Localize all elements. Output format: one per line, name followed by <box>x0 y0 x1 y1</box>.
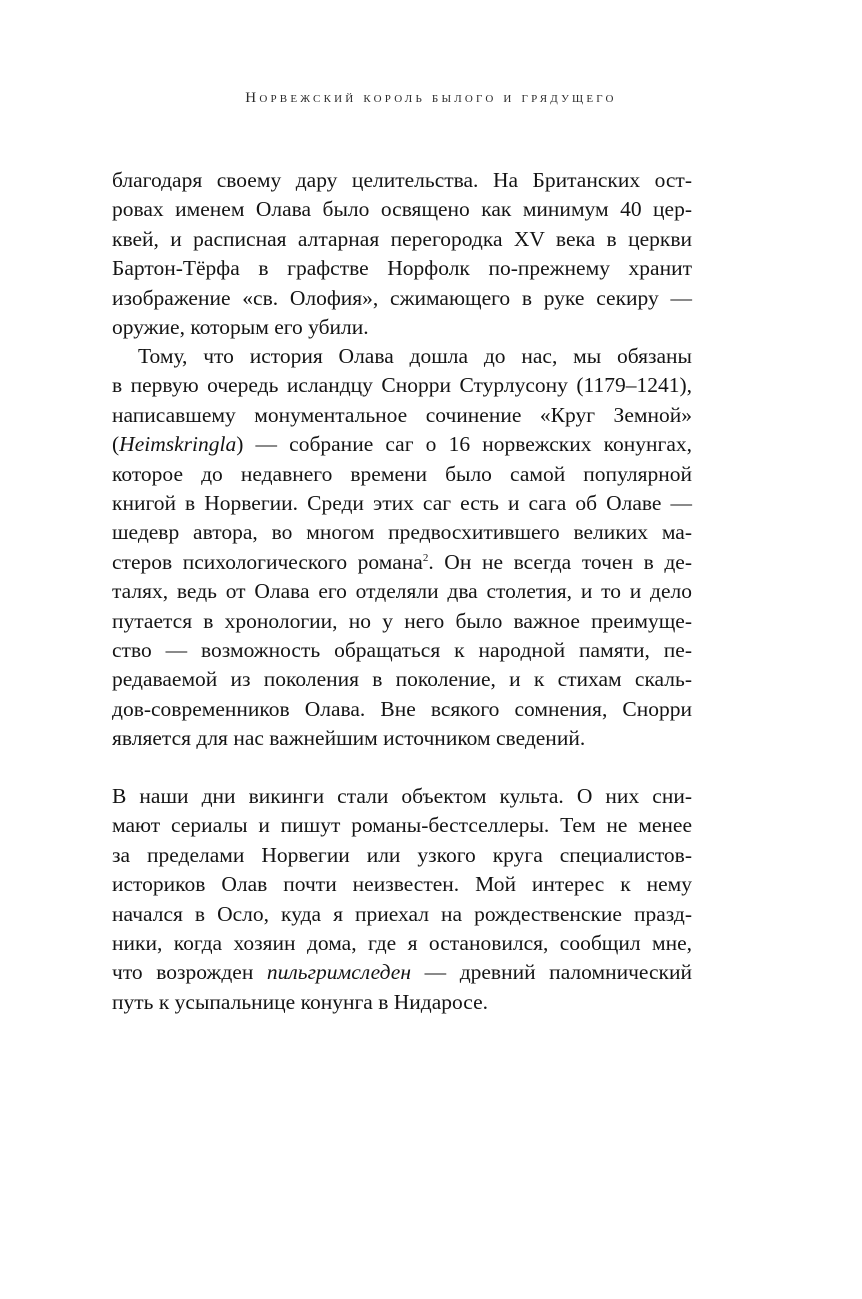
text-segment: стеров психологического романа <box>112 549 423 574</box>
italic-term: пильгримследен <box>266 960 411 985</box>
paragraph-3 <box>112 782 692 1017</box>
text-line: книгой в Норвегии. Среди этих саг есть и сага об Олаве — <box>112 490 692 515</box>
paragraph-2 <box>112 342 692 753</box>
text-line: которое до недавнего времени было самой популярной <box>112 461 692 486</box>
text-segment: ) — собрание саг о 16 норвежских конунгах, <box>236 432 692 457</box>
text-line: изображение «св. Олофия», сжимающего в руке секиру — <box>112 285 692 310</box>
text-line: Бартон-Тёрфа в графстве Норфолк по-прежнему хранит <box>112 256 692 281</box>
text-line: шедевр автора, во многом предвосхитившего великих ма- <box>112 520 692 545</box>
text-segment: . Он не всегда точен в де- <box>428 549 692 574</box>
text-line-with-italic <box>112 958 692 987</box>
text-line: В наши дни викинги стали объектом культа. О них сни- <box>112 784 692 808</box>
text-line: начался в Осло, куда я приехал на рождественские празд- <box>112 901 692 926</box>
text-line: оружие, которым его убили. <box>112 314 369 339</box>
text-line: путь к усыпальнице конунга в Нидаросе. <box>112 989 488 1014</box>
text-line: квей, и расписная алтарная перегородка XV века в церкви <box>112 226 692 251</box>
text-line-with-italic <box>112 430 692 459</box>
footnote-marker[interactable]: 2 <box>422 551 429 564</box>
text-line: историков Олав почти неизвестен. Мой интерес к нему <box>112 872 692 897</box>
text-line: написавшему монументальное сочинение «Круг Земной» <box>112 402 692 427</box>
text-segment: — древний паломнический <box>411 960 692 985</box>
text-line: Тому, что история Олава дошла до нас, мы обязаны <box>138 344 692 368</box>
text-segment: что возрожден <box>112 960 267 985</box>
running-head: Норвежский король былого и грядущего <box>245 90 617 106</box>
text-line: талях, ведь от Олава его отделяли два столетия, и то и дело <box>112 579 692 604</box>
paragraph-1 <box>112 166 692 342</box>
italic-title: Heimskringla <box>119 432 237 457</box>
text-line: благодаря своему дару целительства. На Британских ост- <box>112 168 692 192</box>
text-line: ровах именем Олава было освящено как минимум 40 цер- <box>112 197 692 222</box>
text-line: является для нас важнейшим источником сведений. <box>112 726 586 751</box>
text-segment: ( <box>112 432 120 457</box>
text-line: редаваемой из поколения в поколение, и к стихам скаль- <box>112 667 692 692</box>
text-line: путается в хронологии, но у него было важное преимуще- <box>112 608 692 633</box>
text-line: в первую очередь исландцу Снорри Стурлусону (1179–1241), <box>112 373 692 398</box>
text-line: ники, когда хозяин дома, где я остановился, сообщил мне, <box>112 930 692 955</box>
text-line: мают сериалы и пишут романы-бестселлеры. Тем не менее <box>112 813 692 838</box>
text-line-with-footnote <box>112 548 692 577</box>
text-line: дов-современников Олава. Вне всякого сомнения, Снорри <box>112 696 692 721</box>
text-line: ство — возможность обращаться к народной памяти, пе- <box>112 637 692 662</box>
text-line: за пределами Норвегии или узкого круга специалистов- <box>112 842 692 867</box>
